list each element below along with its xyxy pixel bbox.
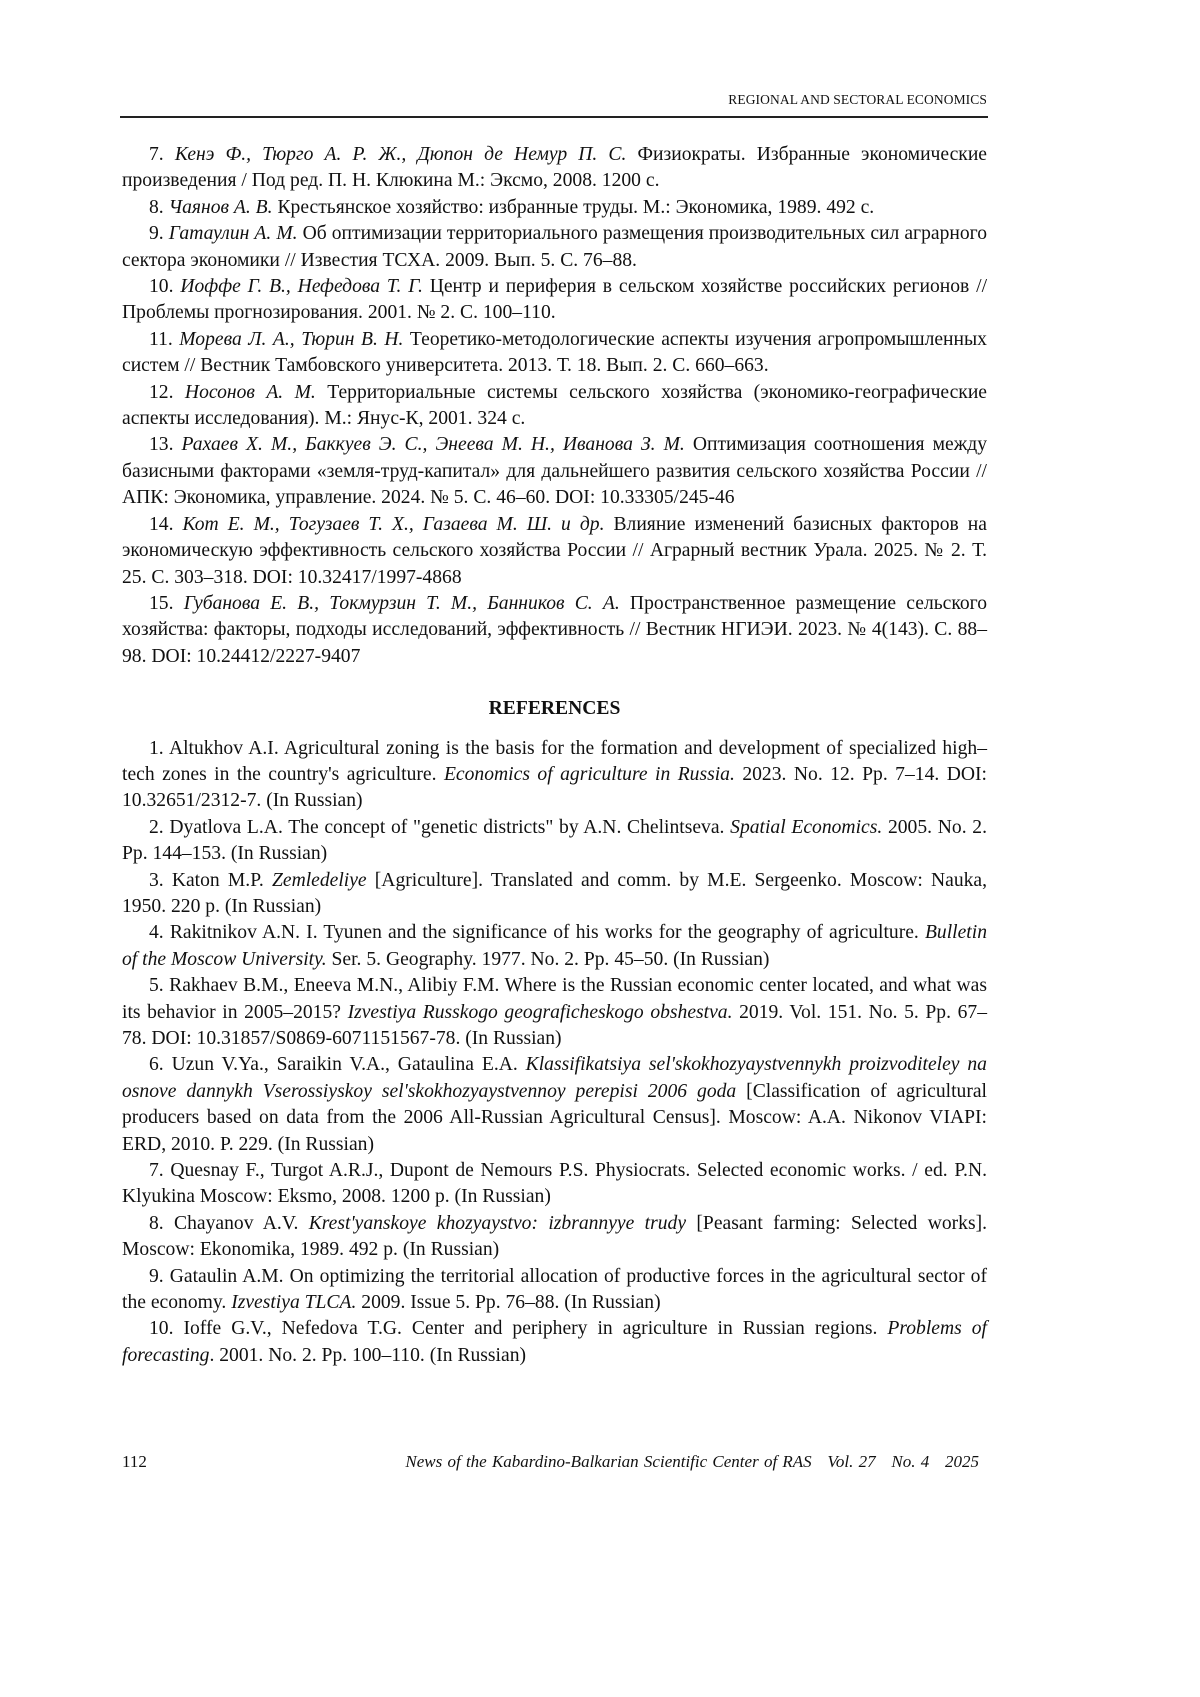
reference-segment: Теоретико-методологические аспекты изучения агропромышленных систем // Вестник Тамбовского университета. 2013. Т. 18. Вып. 2. С. 660–663. bbox=[122, 329, 987, 376]
reference-entry bbox=[122, 736, 987, 815]
reference-italic-segment: Problems of forecasting bbox=[122, 1318, 987, 1365]
reference-segment: 15. bbox=[149, 593, 184, 614]
reference-entry bbox=[122, 868, 987, 921]
reference-entry bbox=[122, 512, 987, 591]
reference-segment: Об оптимизации территориального размещения производительных сил аграрного сектора экономики // Известия ТСХА. 2009. Вып. 5. С. 76–88. bbox=[122, 223, 987, 270]
reference-entry bbox=[122, 221, 987, 274]
reference-segment: 5. Rakhaev B.M., Eneeva M.N., Alibiy F.M. Where is the Russian economic center located, and what was its behavior in 2005–2015? bbox=[122, 975, 987, 1022]
reference-italic-segment: Чаянов А. В. bbox=[169, 197, 273, 218]
reference-segment: 9. Gataulin A.M. On optimizing the territorial allocation of productive forces in the agricultural sector of the economy. bbox=[122, 1266, 987, 1313]
russian-reference-list bbox=[122, 142, 987, 670]
reference-entry bbox=[122, 195, 987, 221]
reference-segment: Ser. 5. Geography. 1977. No. 2. Pp. 45–50. (In Russian) bbox=[327, 949, 770, 970]
reference-italic-segment: Klassifikatsiya sel'skokhozyaystvennykh proizvoditeley na osnove dannykh Vserossiyskoy sel'skokhozyaystvennoy perepisi 2006 goda bbox=[122, 1054, 987, 1101]
reference-segment: 12. bbox=[149, 382, 185, 403]
header-rule bbox=[120, 116, 988, 118]
running-header: REGIONAL AND SECTORAL ECONOMICS bbox=[122, 92, 987, 108]
reference-italic-segment: Krest'yanskoye khozyaystvo: izbrannyye trudy bbox=[309, 1213, 686, 1234]
reference-italic-segment: Кот Е. М., Тогузаев Т. Х., Газаева М. Ш. и др. bbox=[183, 514, 605, 535]
reference-segment: Оптимизация соотношения между базисными факторами «земля-труд-капитал» для дальнейшего развития сельского хозяйства России // АПК: Экономика, управление. 2024. № 5. С. 46–60. DOI: 10.33305/245-46 bbox=[122, 434, 987, 508]
reference-segment: 2023. No. 12. Pp. 7–14. DOI: 10.32651/2312-7. (In Russian) bbox=[122, 764, 987, 811]
reference-segment: 8. Chayanov A.V. bbox=[149, 1213, 309, 1234]
reference-segment: 10. Ioffe G.V., Nefedova T.G. Center and periphery in agriculture in Russian regions. bbox=[149, 1318, 887, 1339]
reference-segment: 3. Katon M.P. bbox=[149, 870, 272, 891]
reference-segment: Влияние изменений базисных факторов на экономическую эффективность сельского хозяйства России // Аграрный вестник Урала. 2025. № 2. Т. 25. С. 303–318. DOI: 10.32417/1997-4868 bbox=[122, 514, 987, 588]
reference-segment: 1. Altukhov A.I. Agricultural zoning is the basis for the formation and development of specialized high–tech zones in the country's agriculture. bbox=[122, 738, 987, 785]
reference-entry bbox=[122, 1052, 987, 1158]
reference-italic-segment: Zemledeliye bbox=[272, 870, 367, 891]
reference-segment: 2. Dyatlova L.A. The concept of "genetic districts" by A.N. Chelintseva. bbox=[149, 817, 730, 838]
reference-entry bbox=[122, 380, 987, 433]
reference-segment: 2009. Issue 5. Pp. 76–88. (In Russian) bbox=[356, 1292, 660, 1313]
reference-entry bbox=[122, 142, 987, 195]
reference-segment: 14. bbox=[149, 514, 183, 535]
reference-italic-segment: Рахаев Х. М., Баккуев Э. С., Энеева М. Н., Иванова З. М. bbox=[182, 434, 685, 455]
reference-italic-segment: Морева Л. А., Тюрин В. Н. bbox=[179, 329, 403, 350]
reference-italic-segment: Bulletin of the Moscow University. bbox=[122, 922, 987, 969]
reference-italic-segment: Иоффе Г. В., Нефедова Т. Г. bbox=[180, 276, 423, 297]
reference-segment: Физиократы. Избранные экономические произведения / Под ред. П. Н. Клюкина М.: Эксмо, 2008. 1200 с. bbox=[122, 144, 987, 191]
reference-segment: 2005. No. 2. Pp. 144–153. (In Russian) bbox=[122, 817, 987, 864]
reference-segment: [Agriculture]. Translated and comm. by M.E. Sergeenko. Moscow: Nauka, 1950. 220 p. (In Russian) bbox=[122, 870, 987, 917]
reference-segment: Центр и периферия в сельском хозяйстве российских регионов // Проблемы прогнозирования. 2001. № 2. С. 100–110. bbox=[122, 276, 987, 323]
reference-segment: Пространственное размещение сельского хозяйства: факторы, подходы исследований, эффективность // Вестник НГИЭИ. 2023. № 4(143). С. 88–98. DOI: 10.24412/2227-9407 bbox=[122, 593, 987, 667]
references-heading: REFERENCES bbox=[122, 696, 987, 722]
reference-italic-segment: Кенэ Ф., Тюрго А. Р. Ж., Дюпон де Немур П. С. bbox=[175, 144, 627, 165]
reference-segment: [Classification of agricultural producers based on data from the 2006 All-Russian Agricultural Census]. Moscow: A.A. Nikonov VIAPI: ERD, 2010. P. 229. (In Russian) bbox=[122, 1081, 987, 1155]
page-body bbox=[122, 142, 987, 1369]
reference-segment: 4. Rakitnikov A.N. I. Tyunen and the significance of his works for the geography of agriculture. bbox=[149, 922, 925, 943]
reference-entry bbox=[122, 274, 987, 327]
reference-segment: 8. bbox=[149, 197, 169, 218]
reference-italic-segment: Spatial Economics. bbox=[730, 817, 882, 838]
reference-segment: 9. bbox=[149, 223, 169, 244]
reference-segment: 13. bbox=[149, 434, 182, 455]
reference-entry bbox=[122, 1316, 987, 1369]
reference-segment: 10. bbox=[149, 276, 180, 297]
reference-italic-segment: Гатаулин А. М. bbox=[169, 223, 298, 244]
reference-entry bbox=[122, 591, 987, 670]
reference-segment: [Peasant farming: Selected works]. Moscow: Ekonomika, 1989. 492 p. (In Russian) bbox=[122, 1213, 987, 1260]
reference-segment: Крестьянское хозяйство: избранные труды. М.: Экономика, 1989. 492 с. bbox=[273, 197, 875, 218]
reference-segment: 6. Uzun V.Ya., Saraikin V.A., Gataulina E.A. bbox=[149, 1054, 526, 1075]
reference-italic-segment: Izvestiya TLCA. bbox=[231, 1292, 356, 1313]
reference-segment: 2019. Vol. 151. No. 5. Pp. 67–78. DOI: 10.31857/S0869-6071151567-78. (In Russian) bbox=[122, 1002, 987, 1049]
reference-italic-segment: Носонов А. М. bbox=[185, 382, 316, 403]
reference-entry bbox=[122, 920, 987, 973]
reference-entry bbox=[122, 815, 987, 868]
reference-segment: 11. bbox=[149, 329, 179, 350]
reference-segment: 7. Quesnay F., Turgot A.R.J., Dupont de Nemours P.S. Physiocrats. Selected economic works. / ed. P.N. Klyukina Moscow: Eksmo, 2008. 1200 p. (In Russian) bbox=[122, 1160, 987, 1207]
reference-italic-segment: Izvestiya Russkogo geograficheskogo obshestva. bbox=[348, 1002, 733, 1023]
reference-segment: . 2001. No. 2. Pp. 100–110. (In Russian) bbox=[209, 1345, 526, 1366]
reference-entry bbox=[122, 432, 987, 511]
reference-entry bbox=[122, 973, 987, 1052]
reference-segment: Территориальные системы сельского хозяйства (экономико-географические аспекты исследования). М.: Янус-К, 2001. 324 с. bbox=[122, 382, 987, 429]
reference-entry bbox=[122, 1158, 987, 1211]
page-number: 112 bbox=[122, 1452, 147, 1472]
reference-italic-segment: Economics of agriculture in Russia. bbox=[444, 764, 735, 785]
reference-entry bbox=[122, 1211, 987, 1264]
reference-segment: 7. bbox=[149, 144, 175, 165]
reference-entry bbox=[122, 1264, 987, 1317]
reference-italic-segment: Губанова Е. В., Токмурзин Т. М., Банников С. А. bbox=[184, 593, 620, 614]
reference-entry bbox=[122, 327, 987, 380]
english-reference-list bbox=[122, 736, 987, 1370]
journal-info: News of the Kabardino-Balkarian Scientific Center of RAS Vol. 27 No. 4 2025 bbox=[405, 1452, 979, 1472]
